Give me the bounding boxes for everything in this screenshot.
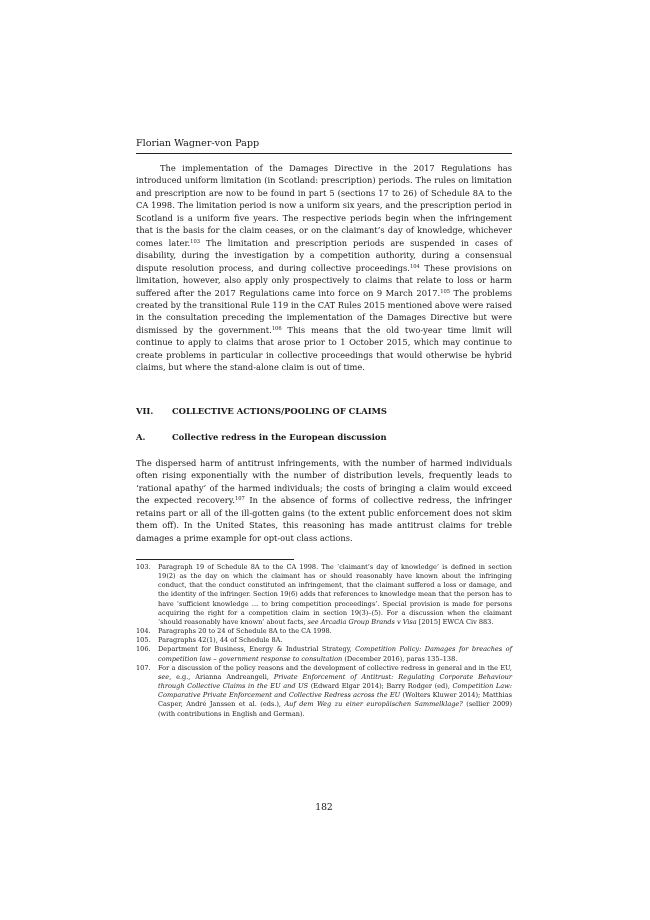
- footnote-104: 104. Paragraphs 20 to 24 of Schedule 8A to the CA 1998.: [136, 627, 332, 636]
- paragraph-collective-redress: [136, 457, 512, 544]
- footnote-106: 106. Department for Business, Energy & Industrial Strategy, Competition Policy: Damages for breaches of competition law – government response to consultation (December 2016), paras 135–138.: [136, 645, 512, 663]
- footnote-ref[interactable]: 106: [271, 325, 282, 332]
- subsection-heading: [136, 431, 512, 443]
- paragraph-text: The implementation of the Damages Directive in the 2017 Regulations has introduced uniform limitation (in Scotland: prescription) periods. The rules on limitation and prescription are now to be found in part 5 (sections 17 to 26) of Schedule 8A to the CA 1998. The limitation period is now a uniform six years, and the prescription period in Scotland is a uniform five years. The respective periods begin when the infringement that is the basis for the claim ceases, or on the claimant’s day of knowledge, whichever comes later.$^{103}$ The limitation and prescription periods are suspended in cases of disability, during the investigation by a competition authority, during a consensual dispute resolution process, and during collective proceedings.$^{104}$ These provisions on limitation, however, also apply only prospectively to claims that relate to loss or harm suffered after the 2017 Regulations came into force on 9 March 2017.$^{105}$ The problems created by the transitional Rule 119 in the CAT Rules 2015 mentioned above were raised in the consultation preceding the implementation of the Damages Directive but were dismissed by the government.$^{106}$ This means that the old two-year time limit will continue to apply to claims that arose prior to 1 October 2015, which may continue to create problems in particular in collective proceedings that would otherwise be hybrid claims, but where the stand-alone claim is out of time.: [136, 163, 513, 373]
- footnote-divider: [136, 559, 294, 560]
- footnote-103: 103. Paragraph 19 of Schedule 8A to the CA 1998. The ‘claimant’s day of knowledge’ is defined in section 19(2) as the day on which the claimant has or should reasonably have known about the infringing conduct, that the conduct constituted an infringement, that the claimant suffered a loss or damage, and the identity of the infringer. Section 19(6) adds that references to knowledge mean that the person has to have ‘sufficient knowledge … to bring competition proceedings’. Special provision is made for persons acquiring the right for a competition claim in section 19(3)–(5). For a discussion when the claimant ‘should reasonably have known’ about facts, see Arcadia Group Brands v Visa [2015] EWCA Civ 883.: [136, 563, 512, 626]
- page-number: 182: [315, 802, 333, 813]
- footnotes: [136, 563, 512, 719]
- footnote-ref[interactable]: 103: [190, 238, 201, 245]
- section-title: COLLECTIVE ACTIONS/POOLING OF CLAIMS: [172, 406, 387, 416]
- footnote-ref[interactable]: 107: [234, 496, 245, 503]
- running-head: Florian Wagner-von Papp: [136, 138, 512, 154]
- subsection-number: A.: [136, 432, 146, 442]
- footnote-ref[interactable]: 105: [440, 288, 451, 295]
- paragraph-limitation: [136, 162, 512, 374]
- footnote-107: 107. For a discussion of the policy reasons and the development of collective redress in general and in the EU, see, e.g., Arianna Andreangeli, Private Enforcement of Antitrust: Regulating Corporate Behaviour through Collective Claims in the EU and US (Edward Elgar 2014); Barry Rodger (ed), Competition Law: Comparative Private Enforcement and Collective Redress across the EU (Wolters Kluwer 2014); Matthias Casper, André Janssen et al. (eds.), Auf dem Weg zu einer europäischen Sammelklage? (sellier 2009) (with contributions in English and German).: [136, 663, 513, 718]
- section-number: VII.: [136, 406, 154, 416]
- section-heading: [136, 405, 512, 417]
- footnote-105: 105. Paragraphs 42(1), 44 of Schedule 8A.: [136, 636, 283, 645]
- footnote-ref[interactable]: 104: [409, 263, 420, 270]
- paragraph-text: The dispersed harm of antitrust infringements, with the number of harmed individuals often rising exponentially with the number of distribution levels, frequently leads to ‘rational apathy’ of the harmed individuals; the costs of bringing a claim would exceed the expected recovery.$^{107}$ In the absence of forms of collective redress, the infringer retains part or all of the ill-gotten gains (to the extent public enforcement does not skim them off). In the United States, this reasoning has made antitrust claims for treble damages a prime example for opt-out class actions.: [136, 458, 512, 543]
- subsection-title: Collective redress in the European discussion: [172, 432, 387, 442]
